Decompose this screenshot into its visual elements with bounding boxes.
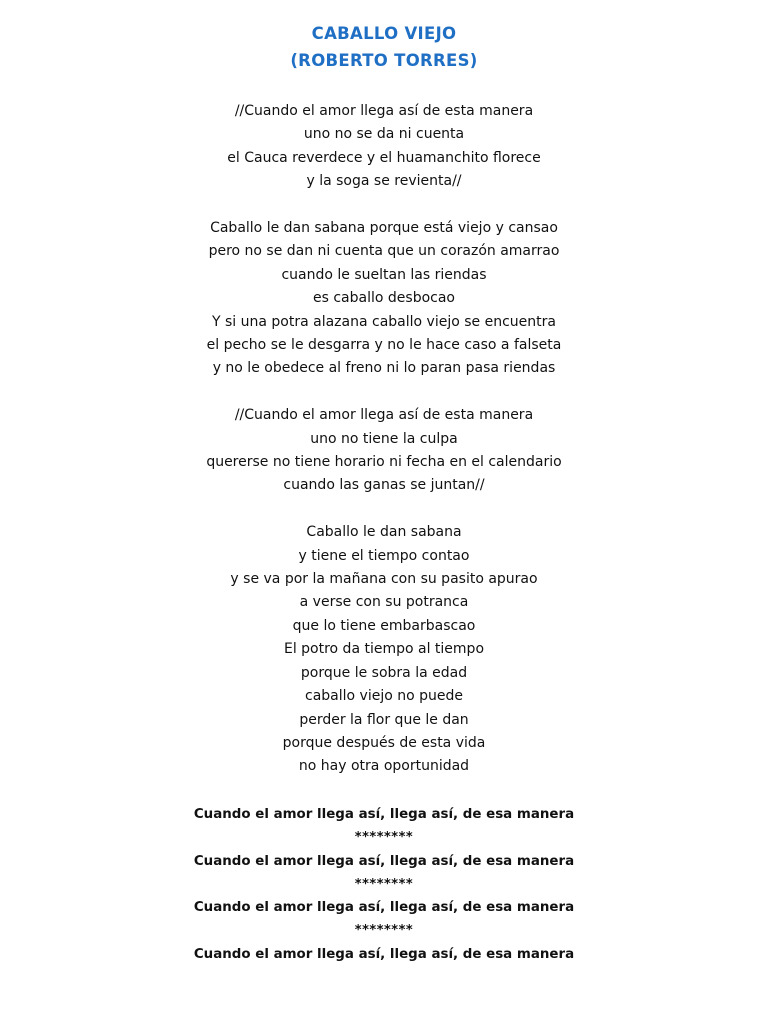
lyric-line: quererse no tiene horario ni fecha en el calendario (206, 454, 562, 471)
lyric-line: cuando las ganas se juntan// (283, 477, 485, 494)
stanza-4 (0, 521, 768, 778)
chorus-separator: ******** (354, 923, 414, 939)
chorus-line: Cuando el amor llega así, llega así, de esa manera (193, 853, 575, 869)
lyric-line: Caballo le dan sabana (306, 524, 462, 541)
chorus-line: Cuando el amor llega así, llega así, de esa manera (193, 900, 575, 916)
lyric-line: caballo viejo no puede (305, 688, 463, 705)
lyric-line: que lo tiene embarbascao (292, 617, 476, 634)
lyric-line: a verse con su potranca (299, 594, 469, 611)
lyric-line: y no le obedece al freno ni lo paran pasa riendas (212, 360, 556, 377)
lyric-line: porque le sobra la edad (300, 664, 468, 681)
lyric-line: Caballo le dan sabana porque está viejo y cansao (210, 220, 558, 237)
stanza-gap (0, 194, 768, 217)
lyric-line: el Cauca reverdece y el huamanchito florece (227, 149, 541, 166)
lyric-line: //Cuando el amor llega así de esta manera (234, 103, 534, 119)
lyric-line: y la soga se revienta// (306, 173, 462, 190)
chorus-separator: ******** (354, 830, 414, 846)
chorus-block (0, 803, 768, 966)
lyric-line: porque después de esta vida (282, 734, 486, 751)
title-block (0, 20, 768, 74)
lyric-line: y se va por la mañana con su pasito apurao (230, 571, 538, 588)
lyric-line: el pecho se le desgarra y no le hace caso a falseta (206, 337, 562, 354)
stanza-gap (0, 381, 768, 404)
lyric-line: no hay otra oportunidad (298, 758, 470, 775)
stanza-gap (0, 498, 768, 521)
lyric-line: Y si una potra alazana caballo viejo se encuentra (212, 313, 556, 330)
stanza-3 (0, 404, 768, 498)
lyric-line: es caballo desbocao (313, 290, 455, 307)
lyric-line: uno no se da ni cuenta (303, 126, 465, 143)
song-title: CABALLO VIEJO (311, 24, 457, 43)
stanza-1 (0, 100, 768, 194)
lyric-line: El potro da tiempo al tiempo (283, 641, 485, 658)
chorus-line: Cuando el amor llega así, llega así, de esa manera (193, 807, 575, 822)
lyric-line: cuando le sueltan las riendas (281, 266, 487, 283)
lyrics-body (0, 100, 768, 779)
lyric-line: y tiene el tiempo contao (298, 547, 470, 564)
lyric-line: //Cuando el amor llega así de esta manera (234, 407, 534, 424)
chorus-separator: ******** (354, 876, 414, 892)
song-artist: (ROBERTO TORRES) (290, 51, 478, 70)
lyric-line: perder la flor que le dan (299, 711, 469, 728)
lyric-line: pero no se dan ni cuenta que un corazón amarrao (208, 243, 560, 260)
stanza-2 (0, 217, 768, 381)
lyric-line: uno no tiene la culpa (310, 430, 458, 447)
chorus-line: Cuando el amor llega así, llega así, de esa manera (193, 946, 575, 962)
